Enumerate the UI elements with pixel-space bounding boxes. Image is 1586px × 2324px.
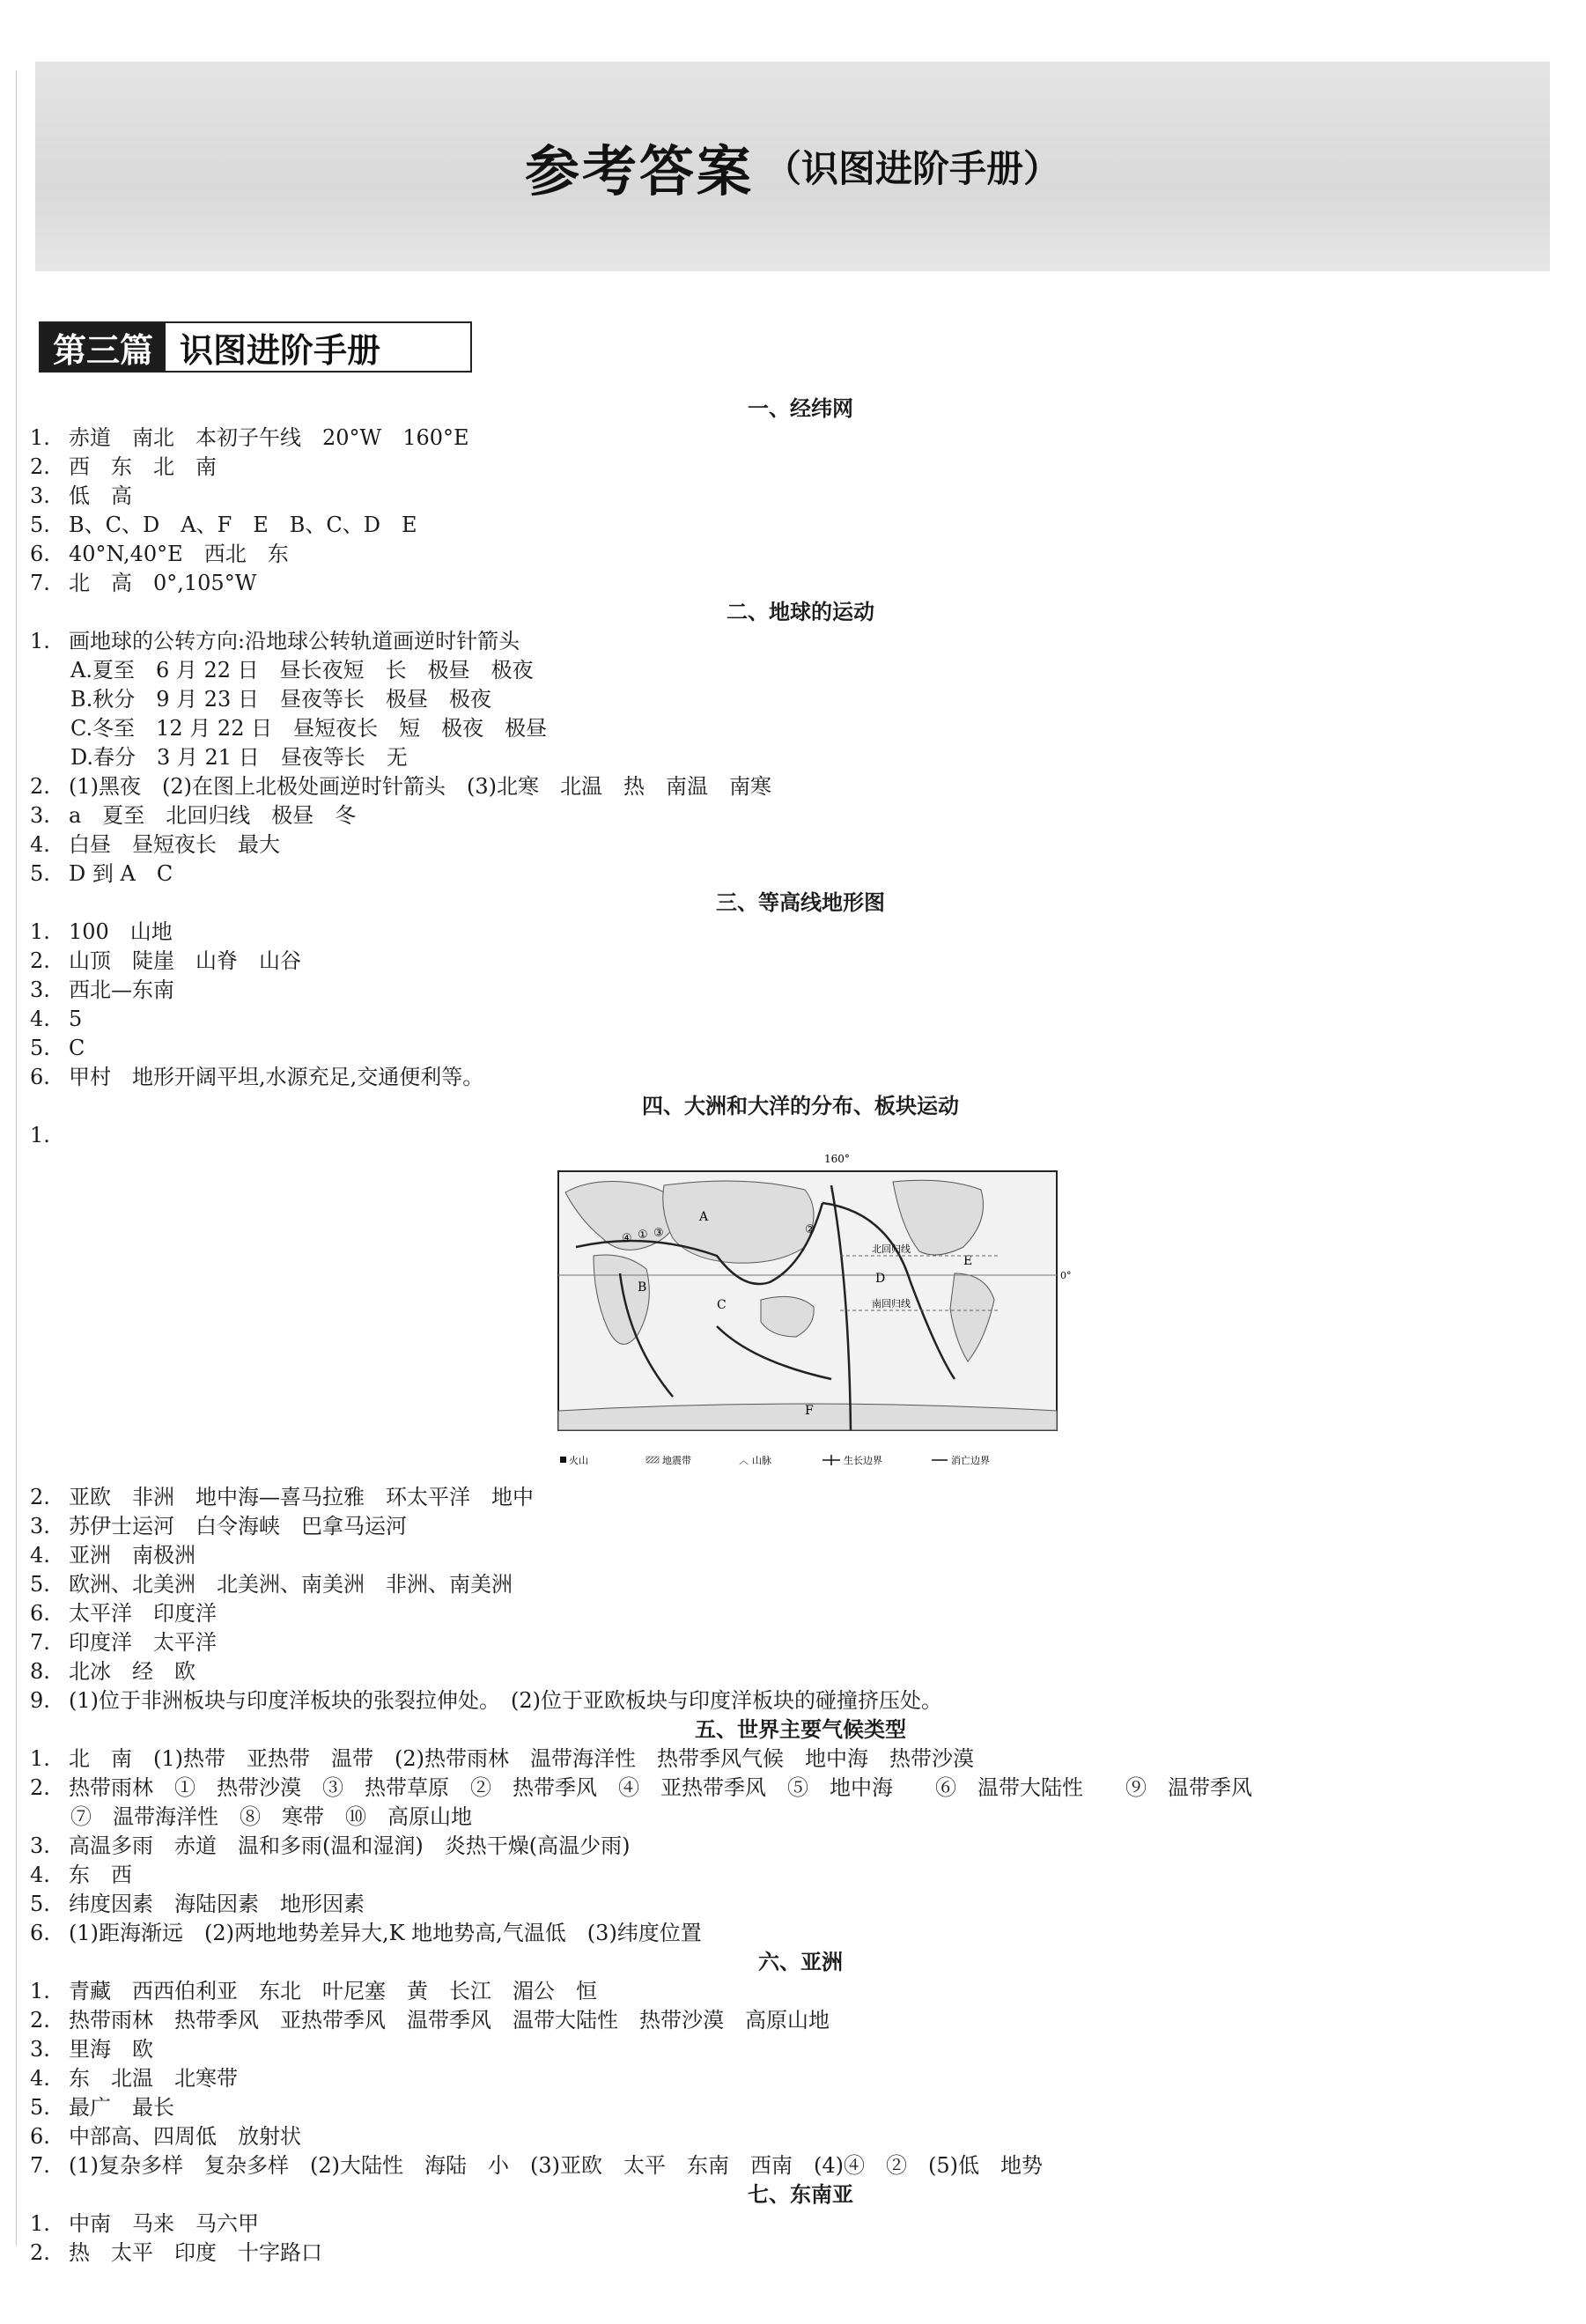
answer-line — [30, 2006, 1545, 2035]
answer-text: 印度洋 太平洋 — [69, 1630, 217, 1655]
section-title: 三、等高线地形图 — [716, 890, 885, 915]
answer-line — [30, 1977, 1545, 2006]
answer-number: 7. — [30, 1630, 50, 1655]
plate-label-f: F — [805, 1404, 814, 1418]
legend-vanish: 消亡边界 — [951, 1455, 990, 1466]
part-heading — [39, 321, 472, 373]
answer-line — [30, 2122, 1545, 2151]
answer-number: 3. — [30, 1514, 50, 1538]
legend-mountain: 山脉 — [752, 1455, 771, 1466]
answer-line — [30, 976, 1545, 1005]
answer-line — [30, 1063, 1545, 1092]
answer-line — [30, 1803, 1545, 1832]
answer-text: C — [69, 1036, 85, 1060]
answer-text: a 夏至 北回归线 极昼 冬 — [69, 803, 357, 828]
answer-number: 1. — [30, 425, 50, 450]
answer-text: 中部高、四周低 放射状 — [69, 2124, 301, 2149]
answer-text: 40°N,40°E 西北 东 — [69, 542, 289, 566]
answer-text: 高温多雨 赤道 温和多雨(温和湿润) 炎热干燥(高温少雨) — [69, 1833, 631, 1858]
answer-text: 热带雨林 热带季风 亚热带季风 温带季风 温带大陆性 热带沙漠 高原山地 — [69, 2008, 830, 2033]
page-subtitle: （识图进阶手册） — [764, 147, 1061, 190]
answer-line — [30, 685, 1545, 714]
answer-line — [30, 1832, 1545, 1861]
answer-line — [30, 424, 1545, 453]
answer-text: 北冰 经 欧 — [69, 1659, 195, 1684]
answer-line — [30, 540, 1545, 569]
answer-line — [30, 2035, 1545, 2064]
answer-text: 青藏 西西伯利亚 东北 叶尼塞 黄 长江 湄公 恒 — [69, 1979, 597, 2003]
plate-label-d: D — [875, 1272, 886, 1286]
answer-line — [30, 1919, 1545, 1948]
answer-text: 山顶 陡崖 山脊 山谷 — [69, 948, 301, 973]
answer-text: 最广 最长 — [69, 2095, 174, 2120]
answer-line — [30, 1890, 1545, 1919]
answer-text: C.冬至 12 月 22 日 昼短夜长 短 极夜 极昼 — [70, 716, 548, 741]
answer-line — [30, 569, 1545, 598]
legend-volcano-icon — [560, 1457, 566, 1463]
answer-line — [30, 482, 1545, 511]
answer-line — [30, 918, 1545, 947]
answer-number: 2. — [30, 2240, 50, 2265]
answer-number: 2. — [30, 2008, 50, 2033]
answer-number: 5. — [30, 861, 50, 886]
section-title: 六、亚洲 — [758, 1950, 843, 1974]
answer-text: 北 高 0°,105°W — [69, 571, 257, 595]
answer-text: (1)位于非洲板块与印度洋板块的张裂拉伸处。 (2)位于亚欧板块与印度洋板块的碰撞挤压处。 — [69, 1688, 942, 1713]
section4-lines — [30, 1483, 1545, 1715]
answer-line — [30, 2239, 1545, 2268]
sections-group-a — [30, 395, 1545, 1092]
answer-number: 4. — [30, 832, 50, 857]
tropic-south-label: 南回归线 — [872, 1298, 911, 1310]
answer-line — [30, 1861, 1545, 1890]
answer-text: 亚欧 非洲 地中海—喜马拉雅 环太平洋 地中 — [69, 1485, 534, 1509]
answer-number: 2. — [30, 774, 50, 799]
plate-label-a: A — [699, 1210, 709, 1224]
answer-line — [30, 1570, 1545, 1599]
answer-line — [30, 860, 1545, 889]
part-name: 识图进阶手册 — [180, 330, 381, 370]
answer-line — [30, 1483, 1545, 1512]
answer-text: 5 — [69, 1007, 83, 1031]
page-edge — [16, 70, 17, 2246]
page-title: 参考答案 — [524, 138, 754, 203]
answer-number: 1. — [30, 2211, 50, 2236]
world-plate-map — [541, 1150, 1072, 1483]
answer-line — [30, 947, 1545, 976]
answer-line — [30, 2093, 1545, 2122]
answer-text: 白昼 昼短夜长 最大 — [69, 832, 280, 857]
answer-line — [30, 2210, 1545, 2239]
answer-text: ⑦ 温带海洋性 ⑧ 寒带 ⑩ 高原山地 — [70, 1804, 472, 1829]
answer-line — [30, 2064, 1545, 2093]
answer-line — [30, 2151, 1545, 2180]
answer-number: 3. — [30, 2037, 50, 2062]
legend-quake: 地震带 — [662, 1455, 691, 1466]
answer-number: 1. — [30, 629, 50, 653]
answer-number: 6. — [30, 2124, 50, 2149]
answer-text: 苏伊士运河 白令海峡 巴拿马运河 — [69, 1514, 407, 1538]
answer-text: 中南 马来 马六甲 — [69, 2211, 259, 2236]
answer-line — [30, 511, 1545, 540]
answer-number: 6. — [30, 1921, 50, 1945]
sections-group-b — [30, 1715, 1545, 2268]
legend-quake-icon — [646, 1457, 659, 1463]
point-label-1: ① — [638, 1228, 648, 1242]
answer-line — [30, 1034, 1545, 1063]
answer-number: 3. — [30, 978, 50, 1002]
answer-number: 1. — [30, 1123, 50, 1147]
section-title: 一、经纬网 — [748, 396, 853, 421]
answer-text: 100 山地 — [69, 919, 173, 944]
answer-number: 1. — [30, 919, 50, 944]
point-label-2: ② — [805, 1223, 815, 1236]
answer-line — [30, 1686, 1545, 1715]
answer-number: 6. — [30, 542, 50, 566]
point-label-3: ③ — [653, 1227, 664, 1240]
answer-line — [30, 1512, 1545, 1541]
plate-map-figure — [30, 1150, 1545, 1483]
answer-number: 7. — [30, 571, 50, 595]
answer-text: 太平洋 印度洋 — [69, 1601, 217, 1626]
answer-text: 北 南 (1)热带 亚热带 温带 (2)热带雨林 温带海洋性 热带季风气候 地中海 热带沙漠 — [69, 1746, 974, 1771]
answer-number: 5. — [30, 1036, 50, 1060]
answer-number: 2. — [30, 454, 50, 479]
part-number: 第三篇 — [41, 323, 166, 371]
section-title: 二、地球的运动 — [727, 600, 874, 624]
answer-line — [30, 656, 1545, 685]
answer-text: B.秋分 9 月 23 日 昼夜等长 极昼 极夜 — [70, 687, 491, 712]
answer-text: 低 高 — [69, 483, 132, 508]
answer-number: 8. — [30, 1659, 50, 1684]
answer-text: (1)距海渐远 (2)两地地势差异大,K 地地势高,气温低 (3)纬度位置 — [69, 1921, 702, 1945]
legend-mountain-icon: ︿ — [739, 1455, 749, 1466]
section-title: 七、东南亚 — [748, 2182, 853, 2207]
answer-line — [30, 830, 1545, 860]
answer-text: 纬度因素 海陆因素 地形因素 — [69, 1892, 365, 1916]
answer-line — [30, 1628, 1545, 1657]
answer-number: 5. — [30, 513, 50, 537]
plate-label-e: E — [963, 1254, 973, 1268]
answer-line — [30, 1745, 1545, 1774]
answer-number: 4. — [30, 1543, 50, 1568]
plate-label-c: C — [717, 1298, 727, 1312]
answer-text: 甲村 地形开阔平坦,水源充足,交通便利等。 — [69, 1065, 484, 1089]
answer-text: 东 西 — [69, 1863, 132, 1887]
answer-text: 欧洲、北美洲 北美洲、南美洲 非洲、南美洲 — [69, 1572, 513, 1597]
point-label-4: ④ — [622, 1232, 632, 1245]
answer-text: 热 太平 印度 十字路口 — [69, 2240, 322, 2265]
answer-line — [30, 714, 1545, 743]
section-title: 四、大洲和大洋的分布、板块运动 — [642, 1094, 959, 1118]
answer-number: 5. — [30, 1892, 50, 1916]
legend-volcano: 火山 — [569, 1455, 588, 1466]
answer-content — [30, 395, 1545, 2268]
answer-number: 4. — [30, 2066, 50, 2091]
answer-line — [30, 801, 1545, 830]
answer-number: 2. — [30, 948, 50, 973]
answer-text: (1)黑夜 (2)在图上北极处画逆时针箭头 (3)北寒 北温 热 南温 南寒 — [69, 774, 771, 799]
answer-text: B、C、D A、F E B、C、D E — [69, 513, 417, 537]
map-top-label: 160° — [824, 1153, 850, 1165]
answer-line — [30, 1774, 1545, 1803]
answer-line — [30, 453, 1545, 482]
answer-line — [30, 1599, 1545, 1628]
legend-grow-icon — [823, 1455, 840, 1465]
answer-number: 6. — [30, 1601, 50, 1626]
answer-number: 1. — [30, 1746, 50, 1771]
header-banner — [35, 62, 1550, 271]
answer-line — [30, 1541, 1545, 1570]
answer-number: 5. — [30, 2095, 50, 2120]
answer-number: 3. — [30, 1833, 50, 1858]
answer-number: 2. — [30, 1775, 50, 1800]
answer-text: 里海 欧 — [69, 2037, 153, 2062]
answer-line — [30, 743, 1545, 772]
answer-number: 3. — [30, 483, 50, 508]
answer-line — [30, 1005, 1545, 1034]
answer-line — [30, 1657, 1545, 1686]
answer-line — [30, 772, 1545, 801]
answer-text: D.春分 3 月 21 日 昼夜等长 无 — [70, 745, 408, 770]
answer-text: 东 北温 北寒带 — [69, 2066, 238, 2091]
answer-number: 3. — [30, 803, 50, 828]
answer-text: A.夏至 6 月 22 日 昼长夜短 长 极昼 极夜 — [70, 658, 534, 682]
answer-number: 9. — [30, 1688, 50, 1713]
answer-number: 1. — [30, 1979, 50, 2003]
answer-text: 亚洲 南极洲 — [69, 1543, 195, 1568]
answer-number: 4. — [30, 1863, 50, 1887]
answer-number: 4. — [30, 1007, 50, 1031]
answer-text: 画地球的公转方向:沿地球公转轨道画逆时针箭头 — [69, 629, 520, 653]
answer-number: 6. — [30, 1065, 50, 1089]
answer-line — [30, 627, 1545, 656]
answer-number: 5. — [30, 1572, 50, 1597]
answer-number: 2. — [30, 1485, 50, 1509]
answer-text: 西 东 北 南 — [69, 454, 217, 479]
legend-grow: 生长边界 — [844, 1455, 882, 1466]
section-title: 五、世界主要气候类型 — [695, 1717, 906, 1742]
plate-label-b: B — [638, 1280, 647, 1295]
answer-text: 西北—东南 — [69, 978, 174, 1002]
answer-text: (1)复杂多样 复杂多样 (2)大陆性 海陆 小 (3)亚欧 太平 东南 西南 (4)④ ② (5)低 地势 — [69, 2153, 1043, 2178]
answer-text: 热带雨林 ① 热带沙漠 ③ 热带草原 ② 热带季风 ④ 亚热带季风 ⑤ 地中海 ⑥ 温带大陆性 ⑨ 温带季风 — [69, 1775, 1252, 1800]
map-right-label: 0° — [1060, 1270, 1072, 1281]
answer-text: 赤道 南北 本初子午线 20°W 160°E — [69, 425, 469, 450]
answer-number: 7. — [30, 2153, 50, 2178]
answer-text: D 到 A C — [69, 861, 173, 886]
tropic-north-label: 北回归线 — [872, 1243, 911, 1255]
answer-line — [30, 1121, 1545, 1150]
